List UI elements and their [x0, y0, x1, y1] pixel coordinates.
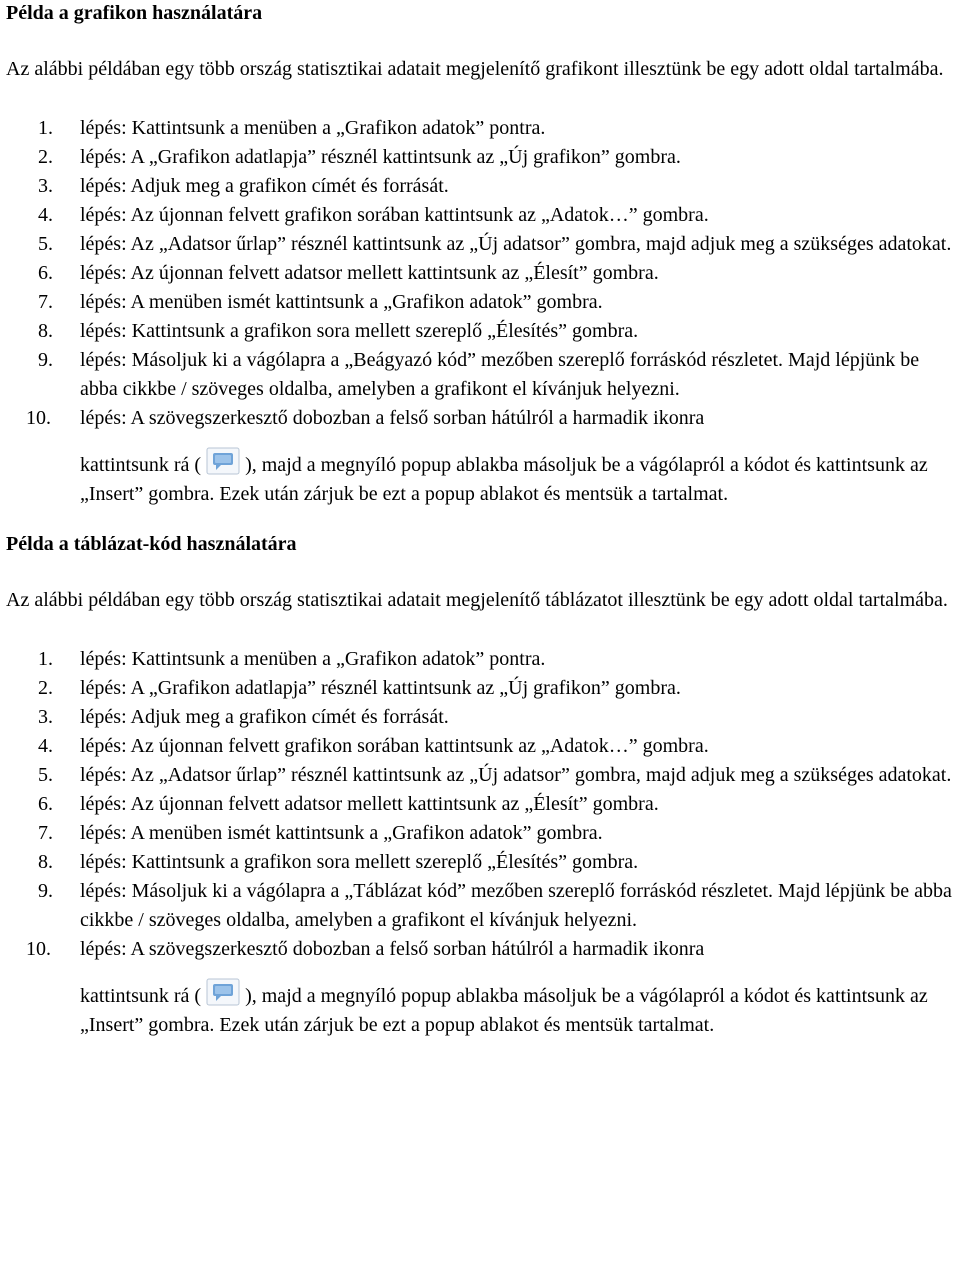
list-item: 9. lépés: Másoljuk ki a vágólapra a „Táblázat kód” mezőben szereplő forráskód részletet. Majd lépjünk be abba cikkbe / szöveges oldalba, amelyben a grafikont el kívánjuk helyezni.	[38, 880, 952, 931]
list-item: 9. lépés: Másoljuk ki a vágólapra a „Beágyazó kód” mezőben szereplő forráskód részletet. Majd lépjünk be abba cikkbe / szöveges oldalba, amelyben a grafikont el kívánjuk helyezni.	[38, 349, 920, 400]
list-item: 10. lépés: A szövegszerkesztő dobozban a felső sorban hátúlról a harmadik ikonra kattintsunk rá ( ), majd a megnyíló popup ablakba másoljuk be a vágólapról a kódot és kattintsunk az „Insert” gombra. Ezek után zárjuk be ezt a popup ablakot és mentsük a tartalmat.	[26, 407, 928, 505]
list-item: 4. lépés: Az újonnan felvett grafikon sorában kattintsunk az „Adatok…” gombra.	[38, 735, 709, 757]
list-item: 2. lépés: A „Grafikon adatlapja” résznél kattintsunk az „Új grafikon” gombra.	[38, 146, 681, 168]
steps-list	[6, 114, 960, 509]
list-item: 7. lépés: A menüben ismét kattintsunk a „Grafikon adatok” gombra.	[38, 291, 603, 313]
section-intro: Az alábbi példában egy több ország statisztikai adatait megjelenítő táblázatot illesztünk be egy adott oldal tartalmába.	[6, 589, 948, 611]
section-title: Példa a grafikon használatára	[6, 2, 263, 24]
insert-code-icon	[205, 978, 241, 1006]
list-item: 4. lépés: Az újonnan felvett grafikon sorában kattintsunk az „Adatok…” gombra.	[38, 204, 709, 226]
list-item: 3. lépés: Adjuk meg a grafikon címét és forrását.	[38, 175, 449, 197]
list-item: 5. lépés: Az „Adatsor űrlap” résznél kattintsunk az „Új adatsor” gombra, majd adjuk meg a szükséges adatokat.	[38, 764, 952, 786]
list-item: 5. lépés: Az „Adatsor űrlap” résznél kattintsunk az „Új adatsor” gombra, majd adjuk meg a szükséges adatokat.	[38, 233, 952, 255]
list-item: 3. lépés: Adjuk meg a grafikon címét és forrását.	[38, 706, 449, 728]
list-item: 8. lépés: Kattintsunk a grafikon sora mellett szereplő „Élesítés” gombra.	[38, 320, 639, 342]
insert-code-icon	[205, 447, 241, 475]
section-title: Példa a táblázat-kód használatára	[6, 533, 297, 555]
list-item: 10. lépés: A szövegszerkesztő dobozban a felső sorban hátúlról a harmadik ikonra kattintsunk rá ( ), majd a megnyíló popup ablakba másoljuk be a vágólapról a kódot és kattintsunk az „Insert” gombra. Ezek után zárjuk be ezt a popup ablakot és mentsük tartalmat.	[26, 938, 928, 1036]
list-item: 8. lépés: Kattintsunk a grafikon sora mellett szereplő „Élesítés” gombra.	[38, 851, 639, 873]
list-item: 7. lépés: A menüben ismét kattintsunk a „Grafikon adatok” gombra.	[38, 822, 603, 844]
list-item: 1. lépés: Kattintsunk a menüben a „Grafikon adatok” pontra.	[38, 648, 546, 670]
list-item: 1. lépés: Kattintsunk a menüben a „Grafikon adatok” pontra.	[38, 117, 546, 139]
list-item: 6. lépés: Az újonnan felvett adatsor mellett kattintsunk az „Élesít” gombra.	[38, 793, 659, 815]
list-item: 2. lépés: A „Grafikon adatlapja” résznél kattintsunk az „Új grafikon” gombra.	[38, 677, 681, 699]
list-item: 6. lépés: Az újonnan felvett adatsor mellett kattintsunk az „Élesít” gombra.	[38, 262, 659, 284]
steps-list	[6, 645, 960, 1040]
section-intro: Az alábbi példában egy több ország statisztikai adatait megjelenítő grafikont illesztünk be egy adott oldal tartalmába.	[6, 58, 944, 80]
